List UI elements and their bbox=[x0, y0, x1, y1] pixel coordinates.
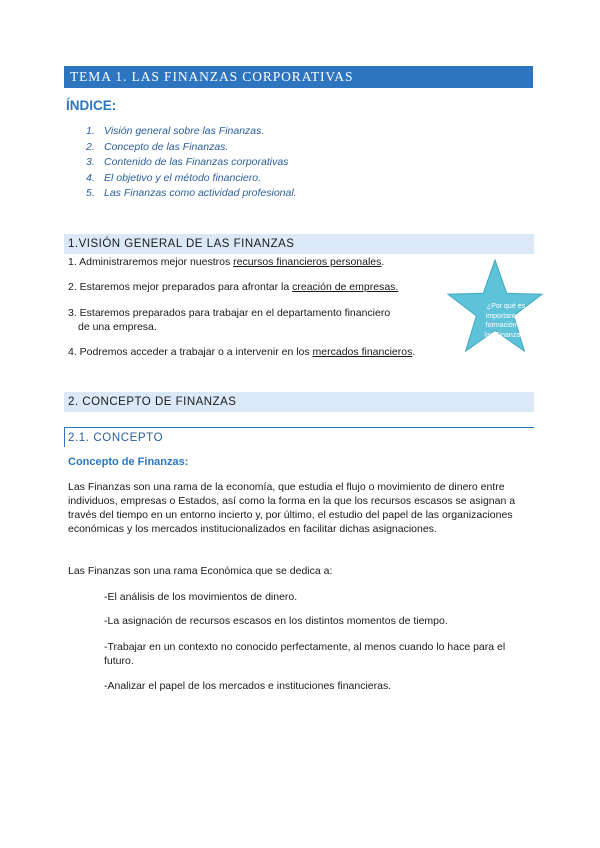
concept-paragraph: Las Finanzas son una rama de la economía, que estudia el flujo o movimiento de dinero entre individuos, empresas o Estados, así como la forma en la que los recursos escasos se asignan a través del tiempo en un entorno incierto y, por último, el estudio del papel de las organizaciones económicas y los mercados institucionalizados en facilitar dichas asignaciones. bbox=[68, 481, 516, 535]
toc-item[interactable]: 3. Contenido de las Finanzas corporativas bbox=[86, 156, 289, 168]
concept-heading: Concepto de Finanzas: bbox=[68, 456, 189, 468]
bullet-item: -El análisis de los movimientos de dinero. bbox=[104, 591, 298, 603]
star-callout-text: ¿Por qué es importante la formación de las Finanzas? bbox=[484, 303, 528, 339]
section-2-heading: 2. CONCEPTO DE FINANZAS bbox=[64, 392, 534, 412]
link-financial-markets[interactable]: mercados financieros bbox=[312, 346, 413, 358]
index-heading: ÍNDICE: bbox=[66, 98, 117, 113]
reason-3: 3. Estaremos preparados para trabajar en el departamento financiero de una empresa. bbox=[68, 307, 391, 333]
toc-item[interactable]: 1. Visión general sobre las Finanzas. bbox=[86, 125, 265, 137]
link-personal-finance[interactable]: recursos financieros personales bbox=[233, 256, 382, 268]
reason-4: 4. Podremos acceder a trabajar o a intervenir en los mercados financieros. bbox=[68, 346, 416, 358]
bullet-item: -Trabajar en un contexto no conocido perfectamente, al menos cuando lo hace para el futuro. bbox=[104, 641, 506, 667]
subsection-heading: 2.1. CONCEPTO bbox=[64, 427, 534, 447]
intro-paragraph: Las Finanzas son una rama Económica que se dedica a: bbox=[68, 565, 333, 577]
toc-item[interactable]: 4. El objetivo y el método financiero. bbox=[86, 171, 262, 184]
reason-2: 2. Estaremos mejor preparados para afrontar la creación de empresas. bbox=[68, 281, 399, 293]
bullet-item: -Analizar el papel de los mercados e instituciones financieras. bbox=[104, 680, 392, 692]
section-1-heading: 1.VISIÓN GENERAL DE LAS FINANZAS bbox=[64, 234, 534, 254]
bullet-item: -La asignación de recursos escasos en los distintos momentos de tiempo. bbox=[104, 615, 448, 627]
link-business-creation[interactable]: creación de empresas. bbox=[292, 281, 399, 293]
toc-item[interactable]: 2. Concepto de las Finanzas. bbox=[86, 140, 229, 153]
reason-1: 1. Administraremos mejor nuestros recursos financieros personales. bbox=[68, 256, 385, 268]
chapter-title: TEMA 1. LAS FINANZAS CORPORATIVAS bbox=[64, 66, 533, 88]
table-of-contents bbox=[86, 124, 297, 202]
toc-item[interactable]: 5. Las Finanzas como actividad profesional. bbox=[86, 187, 297, 199]
